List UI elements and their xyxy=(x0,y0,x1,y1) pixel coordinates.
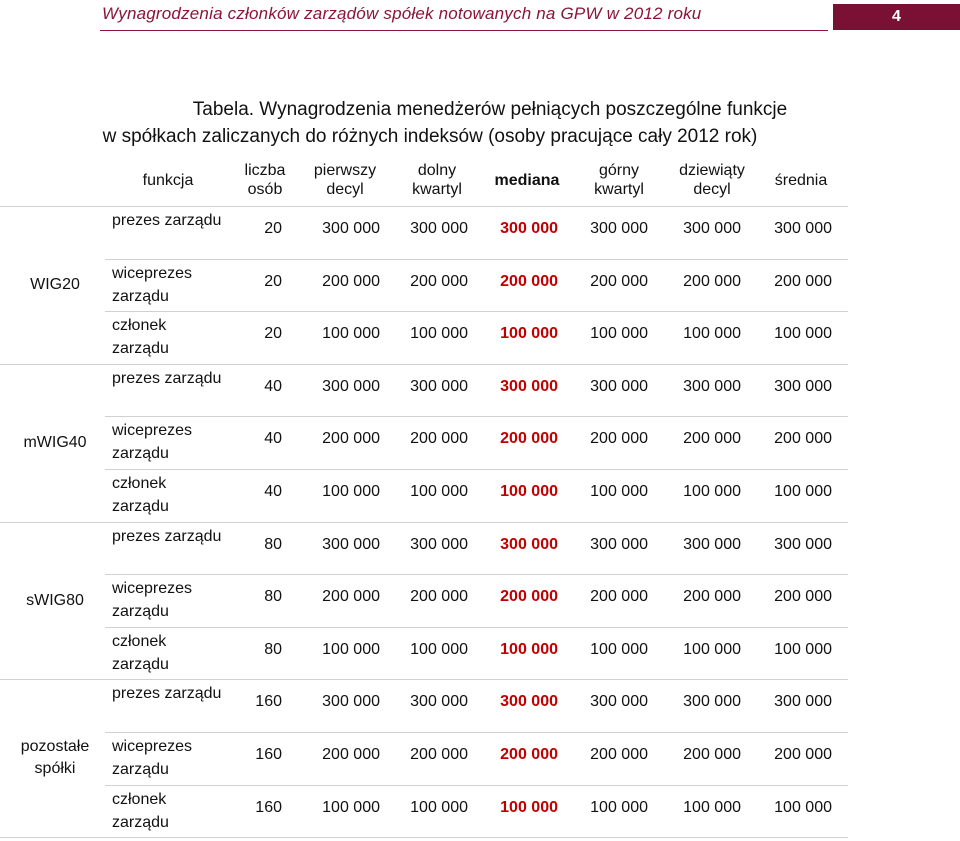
cell-p90: 200 000 xyxy=(683,746,741,763)
cell-q3: 100 000 xyxy=(590,325,648,343)
cell-liczba: 40 xyxy=(264,483,282,500)
group-label: sWIG80 xyxy=(26,591,84,609)
cell-q1: 100 000 xyxy=(410,325,468,343)
row-function: wiceprezes zarządu xyxy=(112,264,193,305)
cell-mean: 100 000 xyxy=(774,640,832,658)
cell-q1: 200 000 xyxy=(410,272,468,290)
row-separator xyxy=(105,785,848,786)
cell-q1: 300 000 xyxy=(410,220,468,237)
cell-p90: 100 000 xyxy=(683,798,741,816)
column-header-funkcja: funkcja xyxy=(142,171,194,189)
cell-q3: 100 000 xyxy=(590,483,648,500)
row-function: prezes zarządu xyxy=(112,212,222,229)
cell-p10: 300 000 xyxy=(322,377,380,395)
cell-p90: 100 000 xyxy=(683,640,741,658)
cell-p90: 100 000 xyxy=(683,325,741,343)
cell-liczba: 40 xyxy=(264,430,282,448)
row-separator xyxy=(0,837,848,838)
cell-p10: 200 000 xyxy=(322,746,380,763)
cell-mean: 300 000 xyxy=(774,693,832,711)
cell-median: 200 000 xyxy=(500,272,558,290)
group-label: WIG20 xyxy=(30,275,80,293)
cell-q3: 100 000 xyxy=(590,640,648,658)
cell-p10: 300 000 xyxy=(322,220,380,237)
cell-liczba: 40 xyxy=(264,377,282,395)
cell-q1: 100 000 xyxy=(410,798,468,816)
row-function: wiceprezes zarządu xyxy=(112,422,193,463)
cell-p90: 200 000 xyxy=(683,430,741,448)
cell-p90: 300 000 xyxy=(683,693,741,711)
row-function: członek zarządu xyxy=(112,632,169,673)
cell-median: 300 000 xyxy=(500,220,558,237)
cell-p90: 200 000 xyxy=(683,588,741,606)
cell-mean: 100 000 xyxy=(774,483,832,500)
row-separator xyxy=(105,416,848,417)
table-title-line1: Tabela. Wynagrodzenia menedżerów pełniących poszczególne funkcje xyxy=(192,99,788,120)
cell-liczba: 160 xyxy=(255,693,282,711)
row-function: członek zarządu xyxy=(112,317,169,358)
cell-q3: 300 000 xyxy=(590,220,648,237)
row-separator xyxy=(105,574,848,575)
header-title: Wynagrodzenia członków zarządów spółek notowanych na GPW w 2012 roku xyxy=(102,4,702,23)
header-separator xyxy=(0,206,848,207)
cell-mean: 300 000 xyxy=(774,535,832,553)
row-function: prezes zarządu xyxy=(112,685,222,703)
cell-median: 300 000 xyxy=(500,535,558,553)
cell-liczba: 20 xyxy=(264,220,282,237)
row-function: wiceprezes zarządu xyxy=(112,738,193,778)
cell-mean: 100 000 xyxy=(774,325,832,343)
cell-p90: 100 000 xyxy=(683,483,741,500)
cell-p90: 200 000 xyxy=(683,272,741,290)
cell-mean: 100 000 xyxy=(774,798,832,816)
column-header-liczba: liczba osób xyxy=(244,162,286,198)
cell-q1: 300 000 xyxy=(410,535,468,553)
column-header-q1: dolny kwartyl xyxy=(412,162,462,198)
cell-q1: 200 000 xyxy=(410,430,468,448)
cell-median: 100 000 xyxy=(500,798,558,816)
column-header-p10: pierwszy decyl xyxy=(313,162,377,198)
cell-liczba: 160 xyxy=(255,746,282,763)
header-rule xyxy=(100,30,828,31)
cell-mean: 300 000 xyxy=(774,220,832,237)
group-label: pozostałe spółki xyxy=(20,738,90,778)
cell-q1: 200 000 xyxy=(410,588,468,606)
cell-q3: 300 000 xyxy=(590,693,648,711)
cell-liczba: 20 xyxy=(264,272,282,290)
cell-q1: 300 000 xyxy=(410,377,468,395)
cell-p10: 100 000 xyxy=(322,640,380,658)
row-separator xyxy=(0,679,848,680)
cell-p90: 300 000 xyxy=(683,377,741,395)
cell-q1: 100 000 xyxy=(410,640,468,658)
cell-mean: 200 000 xyxy=(774,588,832,606)
cell-p10: 200 000 xyxy=(322,588,380,606)
row-function: członek zarządu xyxy=(112,790,169,831)
cell-p10: 300 000 xyxy=(322,693,380,711)
row-function: wiceprezes zarządu xyxy=(112,580,193,621)
cell-q3: 200 000 xyxy=(590,746,648,763)
cell-p90: 300 000 xyxy=(683,220,741,237)
row-separator xyxy=(105,311,848,312)
row-separator xyxy=(105,627,848,628)
group-label: mWIG40 xyxy=(23,433,87,451)
row-separator xyxy=(0,364,848,365)
cell-median: 100 000 xyxy=(500,325,558,343)
column-header-mean: średnia xyxy=(774,171,828,189)
page-number: 4 xyxy=(833,4,960,30)
cell-q3: 200 000 xyxy=(590,272,648,290)
cell-median: 100 000 xyxy=(500,640,558,658)
cell-q3: 300 000 xyxy=(590,377,648,395)
column-header-q3: górny kwartyl xyxy=(594,162,644,198)
table-title-line2: w spółkach zaliczanych do różnych indeksów (osoby pracujące cały 2012 rok) xyxy=(102,126,758,147)
cell-q1: 100 000 xyxy=(410,483,468,500)
cell-p10: 200 000 xyxy=(322,272,380,290)
cell-p10: 300 000 xyxy=(322,535,380,553)
cell-q3: 200 000 xyxy=(590,588,648,606)
cell-p90: 300 000 xyxy=(683,535,741,553)
cell-p10: 100 000 xyxy=(322,483,380,500)
cell-liczba: 20 xyxy=(264,325,282,343)
cell-q1: 300 000 xyxy=(410,693,468,711)
cell-mean: 200 000 xyxy=(774,746,832,763)
cell-median: 200 000 xyxy=(500,588,558,606)
page-header xyxy=(0,0,960,32)
cell-mean: 200 000 xyxy=(774,430,832,448)
cell-liczba: 80 xyxy=(264,535,282,553)
row-separator xyxy=(105,259,848,260)
cell-q1: 200 000 xyxy=(410,746,468,763)
column-header-median: mediana xyxy=(494,171,560,189)
cell-p10: 100 000 xyxy=(322,325,380,343)
cell-liczba: 80 xyxy=(264,640,282,658)
cell-p10: 200 000 xyxy=(322,430,380,448)
cell-median: 200 000 xyxy=(500,430,558,448)
cell-q3: 300 000 xyxy=(590,535,648,553)
column-header-p90: dziewiąty decyl xyxy=(679,162,745,198)
cell-mean: 200 000 xyxy=(774,272,832,290)
row-function: prezes zarządu xyxy=(112,527,222,545)
row-function: członek zarządu xyxy=(112,475,169,515)
cell-q3: 100 000 xyxy=(590,798,648,816)
cell-q3: 200 000 xyxy=(590,430,648,448)
row-separator xyxy=(0,522,848,523)
row-function: prezes zarządu xyxy=(112,369,222,387)
row-separator xyxy=(105,469,848,470)
cell-median: 200 000 xyxy=(500,746,558,763)
cell-mean: 300 000 xyxy=(774,377,832,395)
row-separator xyxy=(105,732,848,733)
cell-median: 300 000 xyxy=(500,377,558,395)
cell-liczba: 80 xyxy=(264,588,282,606)
cell-median: 100 000 xyxy=(500,483,558,500)
cell-median: 300 000 xyxy=(500,693,558,711)
cell-p10: 100 000 xyxy=(322,798,380,816)
cell-liczba: 160 xyxy=(255,798,282,816)
